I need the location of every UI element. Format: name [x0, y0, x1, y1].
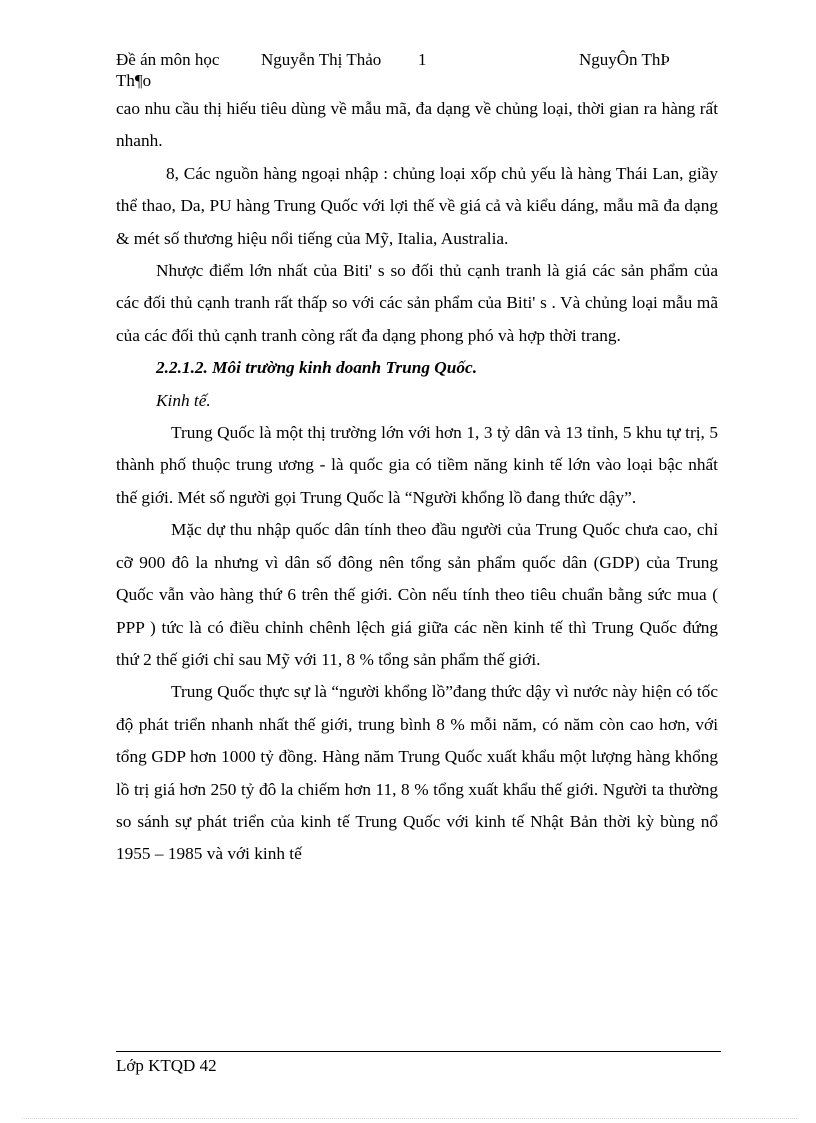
footer-class-label: Lớp KTQD 42	[116, 1056, 217, 1075]
header-page-number: 1	[418, 50, 427, 69]
header-author-garbled: NguyÔn ThÞ	[579, 50, 670, 69]
header-author-garbled-wrap: Th¶o	[116, 71, 152, 90]
paragraph-imported-goods: 8, Các nguồn hàng ngoại nhập : chủng loại xốp chủ yếu là hàng Thái Lan, giầy thể thao, Da, PU hàng Trung Quốc với lợi thế về giá cả và kiểu dáng, mẫu mã đa dạng & mét số thương hiệu nổi tiếng của Mỹ, Italia, Australia.	[116, 163, 718, 248]
header-subject: Đề án môn học	[116, 50, 220, 69]
paragraph-continuation: cao nhu cầu thị hiếu tiêu dùng về mẫu mã, đa dạng về chủng loại, thời gian ra hàng rất nhanh.	[116, 99, 718, 151]
section-subheading: Kinh tế.	[156, 390, 211, 410]
paragraph-growth: Trung Quốc thực sự là “người khổng lồ”đang thức dậy vì nước này hiện có tốc độ phát triển nhanh nhất thế giới, trung bình 8 % mỗi năm, có năm còn cao hơn, với tổng GDP hơn 1000 tỷ đồng. Hàng năm Trung Quốc xuất khẩu một lượng hàng khổng lồ trị giá hơn 250 tỷ đô la chiếm hơn 11, 8 % tổng xuất khẩu thế giới. Người ta thường so sánh sự phát triển của kinh tế Trung Quốc với kinh tế Nhật Bản thời kỳ bùng nổ 1955 – 1985 và với kinh tế	[116, 682, 718, 864]
paragraph-weakness: Nhược điểm lớn nhất của Biti' s so đối thủ cạnh tranh là giá các sản phẩm của các đối thủ cạnh tranh rất thấp so với các sản phẩm của Biti' s . Và chủng loại mẫu mã của các đối thủ cạnh tranh còng rất đa dạng phong phó và hợp thời trang.	[116, 261, 718, 345]
footer-divider	[116, 1051, 721, 1052]
page-header	[116, 48, 716, 92]
section-heading: 2.2.1.2. Môi trường kinh doanh Trung Quốc.	[156, 358, 478, 378]
paragraph-market-size: Trung Quốc là một thị trường lớn với hơn 1, 3 tỷ dân và 13 tỉnh, 5 khu tự trị, 5 thành phố thuộc trung ương - là quốc gia có tiềm năng kinh tế lớn vào loại bậc nhất thế giới. Mét số người gọi Trung Quốc là “Người khổng lồ đang thức dậy”.	[116, 423, 718, 507]
paragraph-income: Mặc dự thu nhập quốc dân tính theo đầu người của Trung Quốc chưa cao, chỉ cỡ 900 đô la nhưng vì dân số đông nên tổng sản phẩm quốc dân (GDP) của Trung Quốc vẫn vào hàng thứ 6 trên thế giới. Còn nếu tính theo tiêu chuẩn bằng sức mua ( PPP ) tức là có điều chỉnh chênh lệch giá giữa các nền kinh tế thì Trung Quốc đứng thứ 2 thế giới chỉ sau Mỹ với 11, 8 % tổng sản phẩm thế giới.	[116, 520, 718, 669]
document-body	[116, 93, 718, 871]
header-author: Nguyễn Thị Thảo	[261, 50, 382, 69]
page-edge-dotted-line	[22, 1118, 797, 1119]
